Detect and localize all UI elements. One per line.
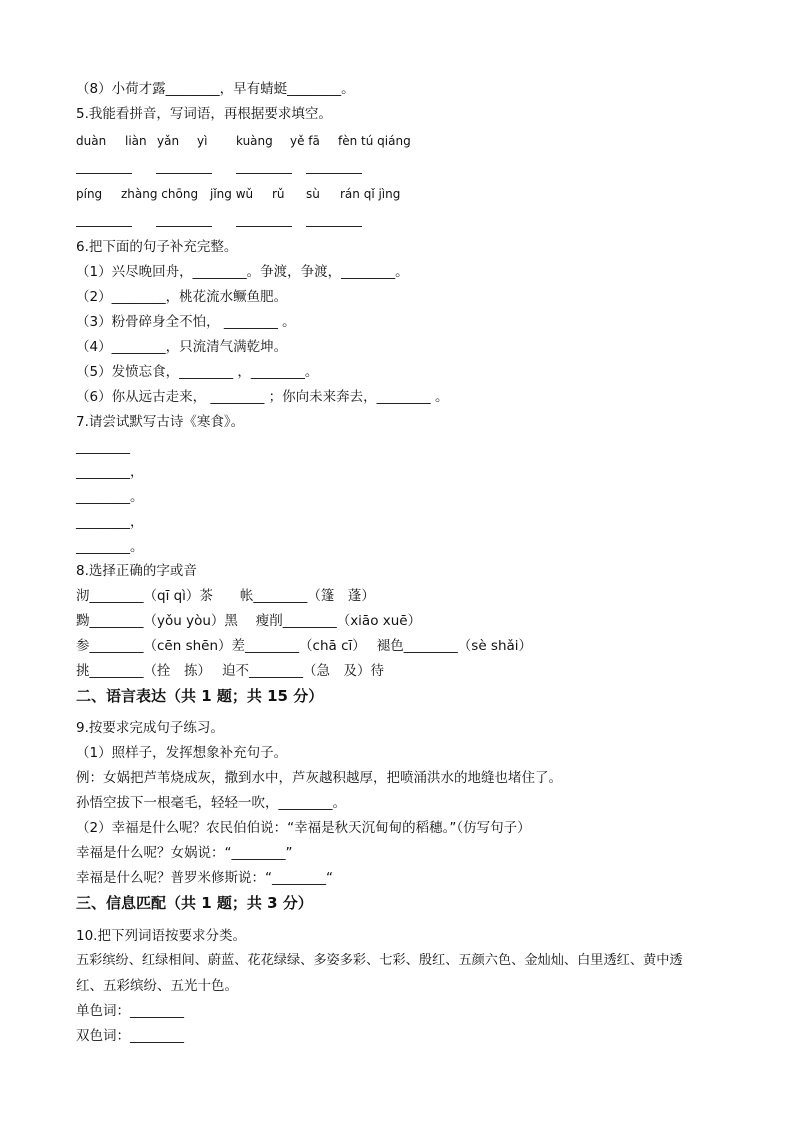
q9-line: （1）照样子，发挥想象补充句子。 <box>76 745 288 761</box>
answer-blank[interactable] <box>156 226 212 227</box>
q8-line: 沏________（qī qì）茶 帐________（篷 蓬） <box>76 588 375 604</box>
pinyin: píng <box>76 187 103 201</box>
pinyin: fèn tú qiáng <box>338 134 411 148</box>
section-heading: 二、语言表达（共 1 题；共 15 分） <box>76 687 324 705</box>
q6-item: （1）兴尽晚回舟，________。争渡，争渡，________。 <box>76 264 409 280</box>
q10-single-color: 单色词：________ <box>76 1003 184 1019</box>
pinyin: duàn <box>76 134 107 148</box>
q8-line: 参________（cēn shēn）差________（chā cī） 褪色________（sè shǎi） <box>76 638 533 654</box>
pinyin: sù <box>306 187 320 201</box>
q7-title: 7.请尝试默写古诗《寒食》。 <box>76 414 245 430</box>
pinyin: rán qǐ jìng <box>340 187 401 201</box>
answer-blank[interactable] <box>76 173 132 174</box>
q6-item: （3）粉骨碎身全不怕， ________ 。 <box>76 314 296 330</box>
q8-title: 8.选择正确的字或音 <box>76 563 197 579</box>
pinyin: jǐng wǔ <box>210 187 254 201</box>
q10-title: 10.把下列词语按要求分类。 <box>76 928 246 944</box>
q9-line: 例：女娲把芦苇烧成灰，撒到水中，芦灰越积越厚，把喷涌洪水的地缝也堵住了。 <box>76 770 562 786</box>
q9-line: 幸福是什么呢？普罗米修斯说：“________“ <box>76 870 333 886</box>
q9-line: （2）幸福是什么呢？农民伯伯说：“幸福是秋天沉甸甸的稻穗。”（仿写句子） <box>76 820 531 836</box>
q8-line: 挑________（拴 拣） 迫不________（急 及）待 <box>76 663 385 679</box>
q9-line: 幸福是什么呢？女娲说：“________” <box>76 845 293 861</box>
answer-blank[interactable] <box>236 173 292 174</box>
q4-item-8: （8）小荷才露________，早有蜻蜓________。 <box>76 81 355 97</box>
q9-title: 9.按要求完成句子练习。 <box>76 720 224 736</box>
q6-title: 6.把下面的句子补充完整。 <box>76 239 238 255</box>
answer-blank[interactable] <box>76 226 132 227</box>
q10-double-color: 双色词：________ <box>76 1028 184 1044</box>
q7-line: ________。 <box>76 539 144 555</box>
answer-blank[interactable] <box>236 226 292 227</box>
q7-line: ________， <box>76 514 144 530</box>
pinyin: yě fā <box>290 134 320 148</box>
q7-line: ________ <box>76 439 130 455</box>
pinyin: rǔ <box>272 187 285 201</box>
answer-blank[interactable] <box>306 173 362 174</box>
q6-item: （6）你从远古走来， ________ ；你向未来奔去，________ 。 <box>76 389 449 405</box>
q8-line: 黝________（yǒu yòu）黑 瘦削________（xiāo xuē） <box>76 613 422 629</box>
q5-title: 5.我能看拼音，写词语，再根据要求填空。 <box>76 106 332 122</box>
pinyin: yì <box>197 134 208 148</box>
q6-item: （2）________，桃花流水鳜鱼肥。 <box>76 289 288 305</box>
section-heading: 三、信息匹配（共 1 题；共 3 分） <box>76 894 313 912</box>
q7-line: ________， <box>76 464 144 480</box>
pinyin: yǎn <box>157 134 180 148</box>
pinyin: kuàng <box>236 134 273 148</box>
q7-line: ________。 <box>76 489 144 505</box>
q6-item: （4）________，只流清气满乾坤。 <box>76 339 288 355</box>
pinyin: zhàng chōng <box>121 187 199 201</box>
answer-blank[interactable] <box>156 173 212 174</box>
answer-blank[interactable] <box>306 226 362 227</box>
pinyin: liàn <box>125 134 147 148</box>
q10-word-list: 红、五彩缤纷、五光十色。 <box>76 978 238 994</box>
q6-item: （5）发愤忘食，________ ，________。 <box>76 364 319 380</box>
q10-word-list: 五彩缤纷、红绿相间、蔚蓝、花花绿绿、多姿多彩、七彩、殷红、五颜六色、金灿灿、白里透红、黄中透 <box>76 953 683 968</box>
q9-line: 孙悟空拔下一根毫毛，轻轻一吹，________。 <box>76 795 346 811</box>
